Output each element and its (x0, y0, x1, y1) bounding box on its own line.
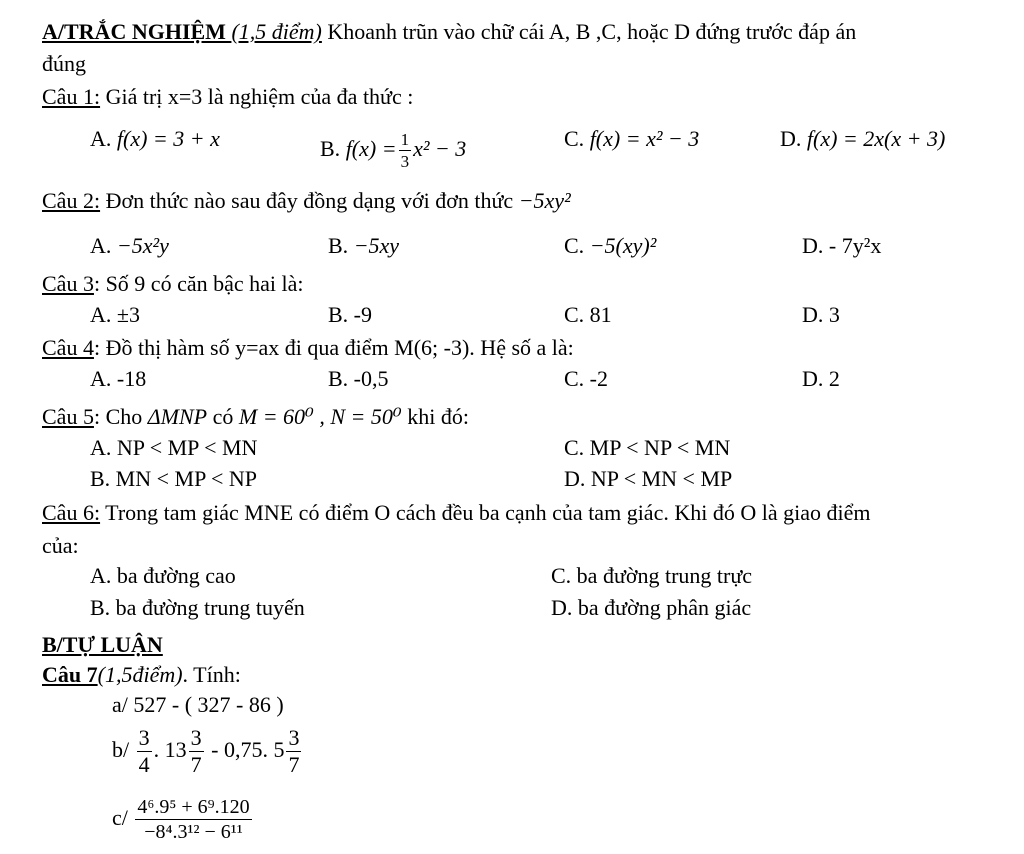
q1-option-b-post: x² − 3 (413, 136, 467, 161)
q7-b-fraction-3 (286, 727, 301, 776)
section-a-instruction-cont: đúng (42, 51, 86, 76)
q7-b-f1-den: 4 (138, 752, 150, 778)
q7-b-f1-num: 3 (138, 725, 150, 751)
question-5-text-pre: : Cho (93, 404, 148, 429)
q4-option-b[interactable]: B. -0,5 (328, 366, 389, 391)
q3-option-b[interactable]: B. -9 (328, 302, 372, 327)
question-3-text: : Số 9 có căn bậc hai là: (93, 271, 304, 296)
q5-option-b[interactable]: B. MN < MP < NP (90, 466, 258, 491)
q4-option-a[interactable]: A. -18 (90, 366, 147, 391)
q7-b-fraction-2 (189, 727, 204, 776)
q5-option-c[interactable]: C. MP < NP < MN (564, 435, 731, 460)
question-5-text-post: khi đó: (401, 404, 469, 429)
q2-option-c-letter: C. (564, 233, 585, 258)
q1-option-b-letter: B. (320, 136, 341, 161)
q2-option-d-letter: D. (802, 233, 824, 258)
q6-option-b[interactable]: B. ba đường trung tuyến (90, 595, 305, 620)
question-2-monomial: −5xy² (513, 188, 571, 213)
question-1-text: Giá trị x=3 là nghiệm của đa thức : (100, 84, 414, 109)
question-2-text: Đơn thức nào sau đây đồng dạng với đơn thức (100, 188, 514, 213)
q7-part-c (112, 790, 254, 846)
question-4-text: : Đồ thị hàm số y=ax đi qua điểm M(6; -3). Hệ số a là: (93, 335, 574, 360)
q1-b-denominator: 3 (400, 152, 410, 172)
q1-option-b-fraction (399, 131, 412, 170)
q7-c-label: c/ (112, 805, 128, 830)
section-a-points: (1,5 điểm) (231, 19, 322, 44)
q7-b-mid-1: . 13 (153, 737, 187, 762)
q1-option-c-expr: f(x) = x² − 3 (589, 126, 700, 151)
q3-option-a[interactable]: A. ±3 (90, 302, 140, 327)
q6-option-c[interactable]: C. ba đường trung trực (551, 563, 753, 588)
question-4 (42, 334, 574, 362)
question-4-label: Câu 4 (42, 335, 94, 360)
question-1 (42, 83, 413, 111)
q1-option-b-pre: f(x) = (345, 136, 397, 161)
q6-option-d[interactable]: D. ba đường phân giác (551, 595, 752, 620)
q7-b-f2-den: 7 (190, 752, 202, 778)
question-5-label: Câu 5 (42, 404, 94, 429)
q2-option-b[interactable] (328, 232, 399, 260)
q5-option-d[interactable]: D. NP < MN < MP (564, 466, 733, 491)
q7-b-fraction-1 (137, 727, 152, 776)
question-5-text-mid: có (207, 404, 239, 429)
question-6 (42, 499, 870, 527)
q1-option-c[interactable] (564, 125, 699, 153)
section-a-title: A/TRẮC NGHIỆM (42, 19, 232, 44)
q7-part-b (112, 722, 303, 778)
section-b-title: B/TỰ LUẬN (42, 632, 163, 657)
q1-b-numerator: 1 (400, 130, 410, 150)
q2-option-a-expr: −5x²y (116, 233, 169, 258)
q2-option-c[interactable] (564, 232, 656, 260)
question-2-label: Câu 2: (42, 188, 101, 213)
q7-c-denominator: −8⁴.3¹² − 6¹¹ (144, 821, 243, 844)
q2-option-d[interactable] (802, 232, 881, 260)
q3-option-d[interactable]: D. 3 (802, 302, 840, 327)
q1-option-d-expr: f(x) = 2x(x + 3) (806, 126, 946, 151)
q4-option-d[interactable]: D. 2 (802, 366, 840, 391)
q1-option-d-letter: D. (780, 126, 802, 151)
section-a-header (42, 18, 856, 46)
q2-option-b-expr: −5xy (353, 233, 400, 258)
question-3 (42, 270, 304, 298)
q6-option-a[interactable]: A. ba đường cao (90, 563, 236, 588)
q1-option-d[interactable] (780, 125, 945, 153)
question-6-label: Câu 6: (42, 500, 101, 525)
question-2 (42, 187, 571, 215)
q5-option-a[interactable]: A. NP < MP < MN (90, 435, 258, 460)
q7-c-numerator: 4⁶.9⁵ + 6⁹.120 (137, 796, 250, 819)
q2-option-a-letter: A. (90, 233, 112, 258)
question-5-angles: M = 60⁰ , N = 50⁰ (238, 404, 402, 429)
q7-b-f3-den: 7 (288, 752, 300, 778)
q1-option-a-expr: f(x) = 3 + x (116, 126, 220, 151)
question-5-triangle: ΔMNP (147, 404, 208, 429)
q3-option-c[interactable]: C. 81 (564, 302, 612, 327)
q2-option-b-letter: B. (328, 233, 349, 258)
q4-option-c[interactable]: C. -2 (564, 366, 608, 391)
q7-part-a: a/ 527 - ( 327 - 86 ) (112, 692, 284, 717)
q7-b-mid-2: - 0,75. 5 (205, 737, 285, 762)
question-7 (42, 661, 241, 689)
q1-option-a[interactable] (90, 125, 220, 153)
question-3-label: Câu 3 (42, 271, 94, 296)
question-7-text: . Tính: (182, 662, 241, 687)
q7-c-fraction (135, 797, 251, 842)
q7-b-f3-num: 3 (288, 725, 300, 751)
question-7-points: (1,5điểm) (97, 662, 183, 687)
q1-option-a-letter: A. (90, 126, 112, 151)
q1-option-c-letter: C. (564, 126, 585, 151)
q2-option-d-expr: - 7y²x (828, 233, 882, 258)
q2-option-a[interactable] (90, 232, 169, 260)
q2-option-c-expr: −5(xy)² (589, 233, 657, 258)
q1-option-b[interactable] (320, 125, 466, 173)
question-1-label: Câu 1: (42, 84, 101, 109)
section-a-instruction: Khoanh trũn vào chữ cái A, B ,C, hoặc D đứng trước đáp án (321, 19, 857, 44)
question-6-text: Trong tam giác MNE có điểm O cách đều ba cạnh của tam giác. Khi đó O là giao điểm (100, 500, 871, 525)
question-7-label: Câu 7 (42, 662, 98, 687)
question-5 (42, 403, 469, 431)
question-6-text-cont: của: (42, 533, 79, 558)
q7-b-f2-num: 3 (190, 725, 202, 751)
q7-b-label: b/ (112, 737, 130, 762)
